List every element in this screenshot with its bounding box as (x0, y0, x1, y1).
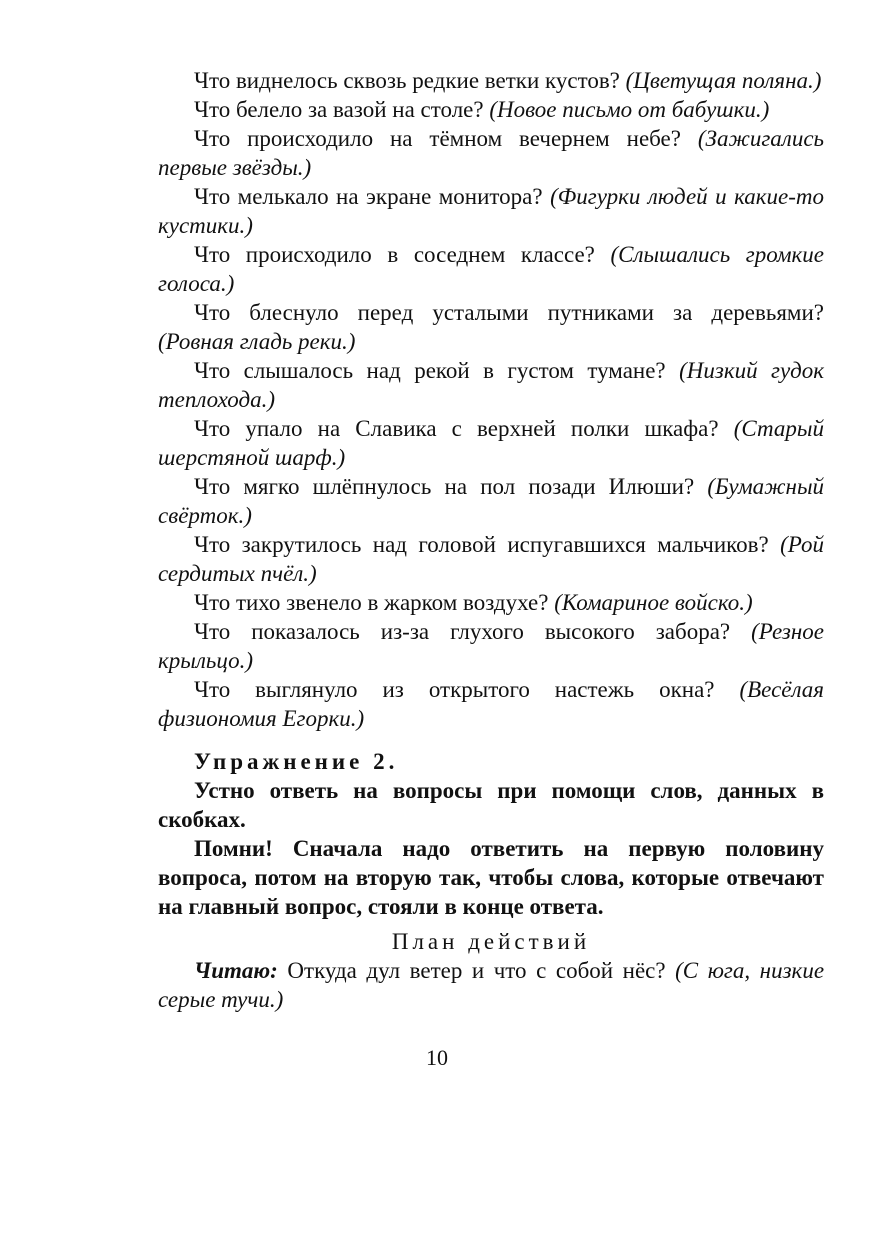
read-answer: (С юга, низкие серые тучи.) (158, 958, 825, 1012)
answer-text: (Цветущая поляна.) (625, 68, 822, 93)
read-question: Откуда дул ветер и что с собой нёс? (287, 958, 666, 983)
qa-item (158, 66, 824, 95)
qa-item (158, 530, 824, 588)
qa-item (158, 414, 824, 472)
question-text: Что белело за вазой на столе? (194, 97, 484, 122)
question-text: Что слышалось над рекой в густом тумане? (194, 358, 666, 383)
answer-text: (Комариное войско.) (554, 590, 753, 615)
question-text: Что показалось из-за глухого высокого забора? (194, 619, 731, 644)
question-text: Что мелькало на экране монитора? (194, 184, 543, 209)
plan-read-line (158, 956, 824, 1014)
answer-text: (Зажигались первые звёзды.) (158, 126, 825, 180)
question-text: Что мягко шлёпнулось на пол позади Илюши? (194, 474, 695, 499)
qa-item (158, 356, 824, 414)
qa-item (158, 588, 824, 617)
read-label: Читаю: (194, 958, 278, 983)
question-text: Что блеснуло перед усталыми путниками за деревьями? (194, 300, 824, 325)
question-text: Что тихо звенело в жарком воздухе? (194, 590, 549, 615)
answer-text: (Резное крыльцо.) (158, 619, 824, 673)
question-text: Что упало на Славика с верхней полки шкафа? (194, 416, 719, 441)
answer-text: (Рой сердитых пчёл.) (158, 532, 824, 586)
answer-text: (Слышались громкие голоса.) (158, 242, 825, 296)
plan-title: План действий (391, 929, 591, 954)
question-text: Что происходило в соседнем классе? (194, 242, 595, 267)
qa-item (158, 182, 824, 240)
qa-item (158, 472, 824, 530)
qa-item (158, 124, 824, 182)
answer-text: (Ровная гладь реки.) (158, 329, 356, 354)
qa-item (158, 240, 824, 298)
answer-text: (Фигурки людей и какие-то кустики.) (158, 184, 825, 238)
answer-text: (Низкий гудок теплохода.) (158, 358, 825, 412)
question-text: Что выглянуло из открытого настежь окна? (194, 677, 715, 702)
question-text: Что происходило на тёмном вечернем небе? (194, 126, 681, 151)
exercise-title: Упражнение 2. (194, 749, 399, 774)
answer-text: (Новое письмо от бабушки.) (489, 97, 770, 122)
qa-item (158, 617, 824, 675)
qa-item (158, 95, 824, 124)
answer-text: (Бумажный свёрток.) (158, 474, 825, 528)
page-number: 10 (426, 1045, 448, 1070)
exercise-instruction: Устно ответь на вопросы при помощи слов, данных в скобках. (158, 778, 824, 832)
qa-item (158, 675, 824, 733)
answer-text: (Старый шерстяной шарф.) (158, 416, 825, 470)
question-text: Что закрутилось над головой испугавшихся мальчиков? (194, 532, 769, 557)
answer-text: (Весёлая физиономия Егорки.) (158, 677, 824, 731)
qa-item (158, 298, 824, 356)
question-text: Что виднелось сквозь редкие ветки кустов? (194, 68, 620, 93)
exercise-remember-note: Помни! Сначала надо ответить на первую половину вопроса, потом на вторую так, чтобы слова, которые отвечают на главный вопрос, стояли в конце ответа. (158, 836, 824, 919)
text-body (158, 66, 824, 1014)
